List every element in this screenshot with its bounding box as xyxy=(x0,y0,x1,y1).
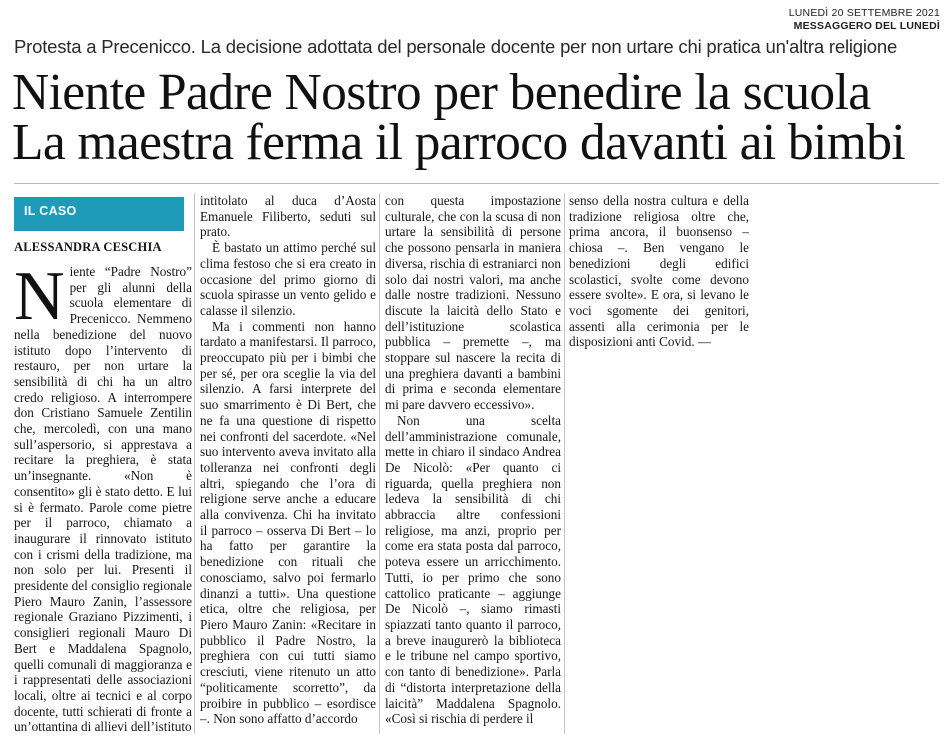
headline-rule xyxy=(14,183,939,184)
article-column-2 xyxy=(200,193,376,734)
kicker: Protesta a Precenicco. La decisione adottata del personale docente per non urtare chi pratica un'altra religione xyxy=(14,36,898,57)
article-paragraph-4: Non una scelta dell’amministrazione comunale, mette in chiaro il sindaco Andrea De Nicolò: «Per quanto ci riguarda, quella preghiera non ledeva la sensibilità di chi abbraccia altre confessioni religiose, ma anzi, proprio per come era stata posta dal parroco, poteva essere un arricchimento. Tutti, io per primo che sono cattolico praticante – aggiunge De Nicolò –, siamo rimasti spiazzati tanto quanto il parroco, a breve inaugurerò la biblioteca e le tribune nel campo sportivo, con tanto di benedizione». Parla di “distorta interpretazione della laicità” Maddalena Spagnolo. «Così si rischia di perdere il xyxy=(385,412,561,727)
section-label: IL CASO xyxy=(14,197,184,231)
article-paragraph-continued: con questa impostazione culturale, che con la scusa di non urtare la sensibilità di persone che possono pensarla in maniera diversa, rischia di estraniarci non solo dai nostri valori, ma anche dalle nostre tradizioni. Nessuno discute la laicità dello Stato e dell’istituzione scolastica pubblica – premette –, ma stoppare sul nascere la recita di una preghiera davanti a bambini di prima e seconda elementare mi pare davvero eccessivo». xyxy=(385,193,561,413)
headline xyxy=(12,64,942,171)
article-paragraph-3: Ma i commenti non hanno tardato a manifestarsi. Il parroco, preoccupato più per i bimbi che per sé, per ora sceglie la via del silenzio. A farsi interprete del suo smarrimento è Di Bert, che ne fa una questione di rispetto nei confronti del sacerdote. «Nel suo intervento aveva invitato alla tolleranza nei confronti degli altri, spiegando che l’ora di religione serve anche a educare alla convivenza. Chi ha invitato il parroco – osserva Di Bert – lo ha fatto per garantire la benedizione con rituali che conosciamo, salvo poi fermarlo dinanzi a tutti». Una questione etica, oltre che religiosa, per Piero Mauro Zanin: «Recitare in pubblico il Padre Nostro, la preghiera con cui tutti siamo cresciuti, viene ritenuto un atto “politicamente scorretto”, da proibire in pubblico – esordisce –. Non sono affatto d’accordo xyxy=(200,318,376,727)
column-divider xyxy=(564,193,565,734)
article-column-1 xyxy=(14,264,192,734)
article-paragraph-2: È bastato un attimo perché sul clima festoso che si era creato in occasione del primo giorno di scuola spirasse un vento gelido e calasse il silenzio. xyxy=(200,240,376,318)
article-column-4 xyxy=(569,193,749,734)
drop-cap: N xyxy=(14,264,65,335)
masthead-publication: MESSAGGERO DEL LUNEDÌ xyxy=(793,20,940,32)
article-paragraph-continued: intitolato al duca d’Aosta Emanuele Filiberto, seduti sul prato. xyxy=(200,193,376,240)
article-column-3 xyxy=(385,193,561,734)
headline-line-2: La maestra ferma il parroco davanti ai bimbi xyxy=(12,114,906,171)
byline: ALESSANDRA CESCHIA xyxy=(14,240,162,254)
column-divider xyxy=(194,193,195,734)
masthead xyxy=(789,7,940,33)
headline-line-1: Niente Padre Nostro per benedire la scuola xyxy=(12,64,871,121)
article-paragraph-1: Niente “Padre Nostro” per gli alunni della scuola elementare di Precenicco. Nemmeno nella benedizione del nuovo istituto dopo l’intervento di restauro, per non urtare la sensibilità di chi ha un altro credo religioso. A interrompere don Cristiano Samuele Zentilin che, mercoledì, con una mano sull’aspersorio, si apprestava a recitare la preghiera, è stata un’insegnante. «Non è consentito» gli è stato detto. E lui si è fermato. Parole come pietre per il parroco, chiamato a inaugurare il rinnovato istituto con i crismi della tradizione, ma non solo per lui. Presenti il presidente del consiglio regionale Piero Mauro Zanin, l’assessore regionale Graziano Pizzimenti, i consiglieri regionali Mauro Di Bert e Maddalena Spagnolo, quelli comunali di maggioranza e i rappresentati delle associazioni locali, oltre ai tecnici e al corpo docente, tutti schierati di fronte a un’ottantina di allievi dell’istituto xyxy=(14,264,192,734)
masthead-date: LUNEDÌ 20 SETTEMBRE 2021 xyxy=(788,7,940,19)
article-paragraph-continued: senso della nostra cultura e della tradizione religiosa oltre che, prima ancora, il buonsenso – chiosa –. Ben vengano le benedizioni degli edifici scolastici, svolte come devono essere svolte». E ora, si levano le voci sgomente dei genitori, assenti alla cerimonia per le disposizioni anti Covid. — xyxy=(569,193,749,350)
column-divider xyxy=(379,193,380,734)
